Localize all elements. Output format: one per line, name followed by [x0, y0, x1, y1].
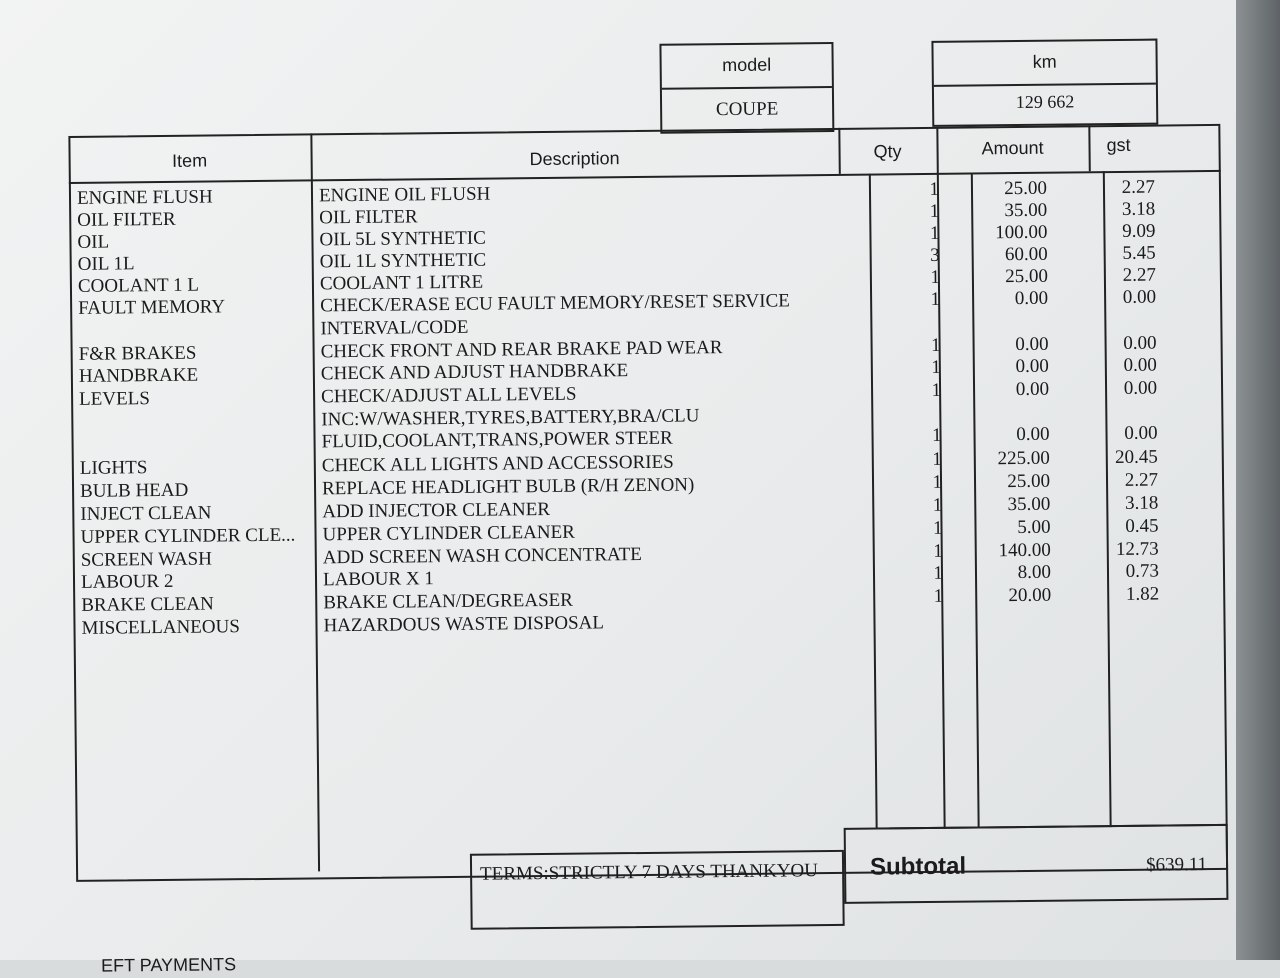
item-cell: UPPER CYLINDER CLE...	[80, 524, 296, 548]
qty-cell: 1	[932, 448, 942, 470]
column-header-qty: Qty	[873, 141, 902, 162]
amount-cell	[959, 402, 1049, 403]
description-cell: OIL 1L SYNTHETIC	[319, 249, 487, 273]
item-cell: ENGINE FLUSH	[76, 186, 213, 209]
column-header-amount: Amount	[981, 137, 1044, 159]
payments-heading: EFT PAYMENTS	[100, 954, 237, 976]
amount-cell: 60.00	[1004, 243, 1048, 266]
gst-cell	[1079, 401, 1157, 402]
gst-cell: 12.73	[1115, 538, 1159, 561]
qty-cell: 1	[929, 178, 940, 200]
qty-cell: 1	[933, 585, 944, 607]
column-header-gst: gst	[1106, 134, 1131, 156]
amount-cell: 140.00	[998, 539, 1051, 562]
subtotal-value: $639.11	[1145, 854, 1208, 876]
gst-cell: 20.45	[1114, 446, 1158, 469]
amount-cell: 5.00	[1017, 516, 1051, 539]
terms-text: TERMS:STRICTLY 7 DAYS THANKYOU	[480, 860, 819, 885]
item-cell: OIL FILTER	[77, 208, 176, 231]
description-cell: CHECK AND ADJUST HANDBRAKE	[320, 360, 629, 385]
item-cell: COOLANT 1 L	[77, 274, 200, 297]
item-cell: OIL	[77, 231, 110, 253]
description-cell: CHECK ALL LIGHTS AND ACCESSORIES	[321, 451, 674, 477]
item-cell: LABOUR 2	[80, 570, 174, 593]
item-cell: FAULT MEMORY	[78, 296, 226, 319]
description-cell: COOLANT 1 LITRE	[319, 271, 484, 295]
item-cell: OIL 1L	[77, 253, 135, 275]
item-cell: HANDBRAKE	[78, 364, 199, 387]
qty-cell: 1	[931, 379, 942, 401]
gst-cell: 0.00	[1123, 354, 1157, 376]
item-cell: BULB HEAD	[79, 479, 189, 502]
amount-cell: 0.00	[1015, 355, 1049, 378]
column-header-item: Item	[172, 150, 208, 171]
description-cell: FLUID,COOLANT,TRANS,POWER STEER	[321, 427, 673, 453]
gst-cell: 0.00	[1123, 332, 1157, 354]
qty-cell: 1	[929, 222, 940, 244]
description-cell: UPPER CYLINDER CLEANER	[322, 521, 575, 546]
qty-cell: 1	[931, 356, 941, 378]
amount-cell: 100.00	[995, 221, 1048, 244]
km-value: 129 662	[1015, 91, 1075, 113]
qty-cell	[879, 403, 941, 404]
amount-cell: 0.00	[1015, 333, 1049, 356]
gst-cell: 1.82	[1125, 583, 1160, 605]
table-body	[0, 176, 1242, 649]
description-cell: CHECK FRONT AND REAR BRAKE PAD WEAR	[320, 337, 723, 363]
qty-cell: 1	[933, 562, 944, 584]
description-cell: REPLACE HEADLIGHT BULB (R/H ZENON)	[321, 474, 695, 500]
subtotal-box	[844, 824, 1229, 904]
item-cell: BRAKE CLEAN	[81, 593, 214, 616]
model-label: model	[722, 54, 772, 76]
amount-cell: 8.00	[1017, 561, 1052, 584]
terms-box	[470, 850, 845, 930]
qty-cell: 1	[930, 266, 941, 288]
subtotal-label: Subtotal	[869, 852, 967, 881]
amount-cell	[961, 608, 1051, 609]
gst-cell: 2.27	[1122, 264, 1156, 286]
model-value: COUPE	[715, 98, 779, 121]
km-box	[931, 39, 1158, 127]
description-cell: CHECK/ERASE ECU FAULT MEMORY/RESET SERVICE	[320, 290, 790, 317]
qty-cell: 1	[932, 517, 943, 539]
item-cell: SCREEN WASH	[80, 548, 213, 571]
gst-cell: 0.73	[1125, 560, 1160, 582]
qty-cell: 1	[931, 424, 942, 446]
item-cell: INJECT CLEAN	[80, 502, 212, 525]
item-cell: LEVELS	[79, 388, 150, 410]
amount-cell: 0.00	[1015, 378, 1050, 401]
qty-cell: 1	[930, 288, 941, 310]
qty-cell: 1	[933, 540, 943, 562]
gst-cell: 0.00	[1124, 422, 1158, 444]
description-cell: ADD INJECTOR CLEANER	[322, 498, 551, 523]
qty-cell	[878, 312, 940, 313]
description-cell: OIL FILTER	[319, 206, 418, 229]
gst-cell: 2.27	[1124, 469, 1159, 491]
item-cell: LIGHTS	[79, 457, 148, 479]
item-cell: MISCELLANEOUS	[81, 616, 240, 639]
description-cell: ENGINE OIL FLUSH	[318, 183, 491, 207]
amount-cell: 25.00	[1004, 177, 1048, 200]
gst-cell: 5.45	[1122, 242, 1156, 264]
amount-cell: 0.00	[1014, 287, 1049, 310]
model-box	[659, 42, 834, 134]
gst-cell: 0.45	[1125, 515, 1159, 537]
qty-cell: 3	[930, 244, 940, 266]
description-cell: LABOUR X 1	[322, 568, 434, 591]
qty-cell: 1	[930, 334, 941, 356]
gst-cell: 0.00	[1122, 286, 1157, 308]
amount-cell: 25.00	[1007, 470, 1051, 493]
gst-cell: 3.18	[1121, 198, 1156, 220]
amount-cell: 225.00	[997, 447, 1050, 470]
description-cell: INC:W/WASHER,TYRES,BATTERY,BRA/CLU	[321, 405, 700, 431]
amount-cell: 0.00	[1016, 423, 1050, 446]
qty-cell	[881, 609, 943, 610]
amount-cell: 35.00	[1007, 493, 1051, 516]
description-cell: OIL 5L SYNTHETIC	[319, 227, 486, 251]
gst-cell	[1078, 310, 1156, 311]
km-label: km	[1032, 51, 1057, 72]
qty-cell: 1	[932, 494, 943, 516]
description-cell: BRAKE CLEAN/DEGREASER	[323, 589, 574, 614]
gst-cell: 0.00	[1123, 377, 1158, 399]
gst-cell: 9.09	[1122, 220, 1156, 242]
item-cell: F&R BRAKES	[78, 342, 197, 365]
amount-cell	[958, 311, 1048, 312]
description-cell: CHECK/ADJUST ALL LEVELS	[321, 383, 577, 408]
description-cell: INTERVAL/CODE	[320, 316, 469, 340]
description-cell: HAZARDOUS WASTE DISPOSAL	[323, 612, 605, 637]
amount-cell: 35.00	[1004, 199, 1048, 222]
gst-cell	[1081, 607, 1159, 608]
qty-cell: 1	[929, 200, 940, 222]
description-cell: ADD SCREEN WASH CONCENTRATE	[322, 543, 642, 569]
gst-cell: 3.18	[1124, 492, 1159, 514]
amount-cell: 25.00	[1005, 265, 1048, 288]
gst-cell: 2.27	[1121, 176, 1156, 198]
qty-cell: 1	[932, 471, 943, 493]
column-header-description: Description	[529, 148, 620, 170]
amount-cell: 20.00	[1008, 584, 1052, 607]
